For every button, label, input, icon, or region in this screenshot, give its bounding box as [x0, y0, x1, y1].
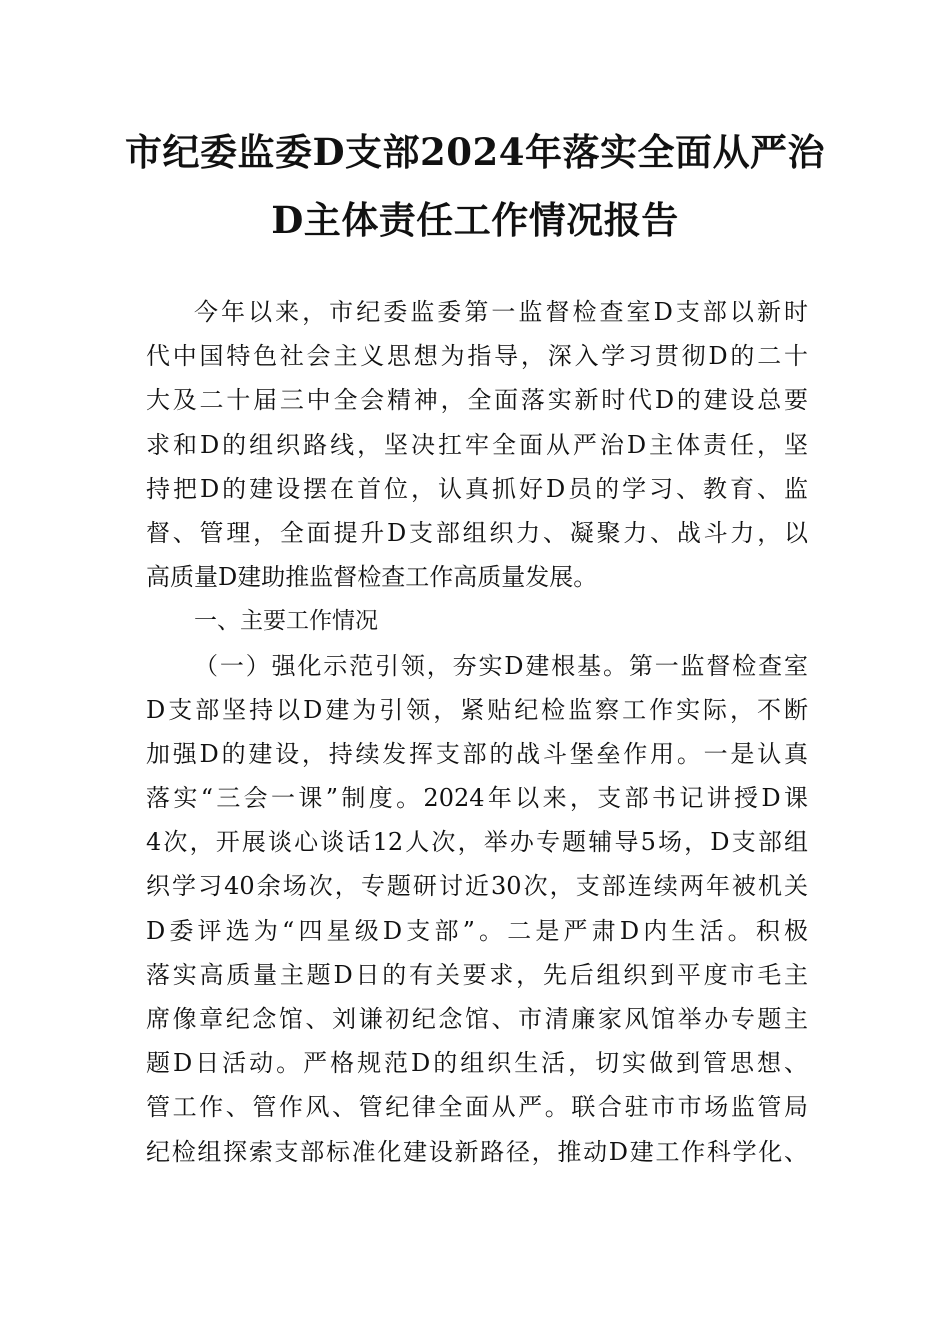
body-line: 织学习40余场次，专题研讨近30次，支部连续两年被机关: [146, 872, 808, 901]
body-line: 代中国特色社会主义思想为指导，深入学习贯彻D的二十: [146, 342, 808, 371]
body-line: D支部坚持以D建为引领，紧贴纪检监察工作实际，不断: [146, 695, 808, 724]
section-heading: 一、主要工作情况: [194, 608, 378, 635]
body-line: 高质量D建助推监督检查工作高质量发展。: [146, 563, 598, 592]
body-line: 落实“三会一课”制度。2024年以来，支部书记讲授D课: [146, 784, 808, 813]
document-title: [120, 118, 830, 254]
body-line: 持把D的建设摆在首位，认真抓好D员的学习、教育、监: [146, 474, 808, 503]
body-line: D委评选为“四星级D支部”。二是严肃D内生活。积极: [146, 916, 808, 945]
body-line: 落实高质量主题D日的有关要求，先后组织到平度市毛主: [146, 960, 808, 989]
body-line: 席像章纪念馆、刘谦初纪念馆、市清廉家风馆举办专题主: [146, 1005, 808, 1033]
body-line: 今年以来，市纪委监委第一监督检查室D支部以新时: [194, 298, 808, 326]
body-line: 加强D的建设，持续发挥支部的战斗堡垒作用。一是认真: [146, 739, 808, 768]
subsection-paragraph: [146, 644, 808, 1174]
body-line: 4次，开展谈心谈话12人次，举办专题辅导5场，D支部组: [146, 828, 808, 857]
document-body: [146, 290, 808, 1174]
title-line-1: 市纪委监委D支部2024年落实全面从严治: [124, 130, 826, 174]
body-line: 题D日活动。严格规范D的组织生活，切实做到管思想、: [146, 1049, 808, 1078]
body-line: 纪检组探索支部标准化建设新路径，推动D建工作科学化、: [146, 1137, 808, 1166]
body-line: （一）强化示范引领，夯实D建根基。第一监督检查室: [194, 651, 808, 680]
body-line: 督、管理，全面提升D支部组织力、凝聚力、战斗力，以: [146, 518, 808, 547]
intro-paragraph: [146, 290, 808, 599]
body-line: 管工作、管作风、管纪律全面从严。联合驻市市场监管局: [146, 1093, 808, 1122]
body-line: 求和D的组织路线，坚决扛牢全面从严治D主体责任，坚: [146, 430, 808, 459]
body-line: 大及二十届三中全会精神，全面落实新时代D的建设总要: [146, 386, 808, 415]
title-line-2: D主体责任工作情况报告: [271, 198, 679, 242]
